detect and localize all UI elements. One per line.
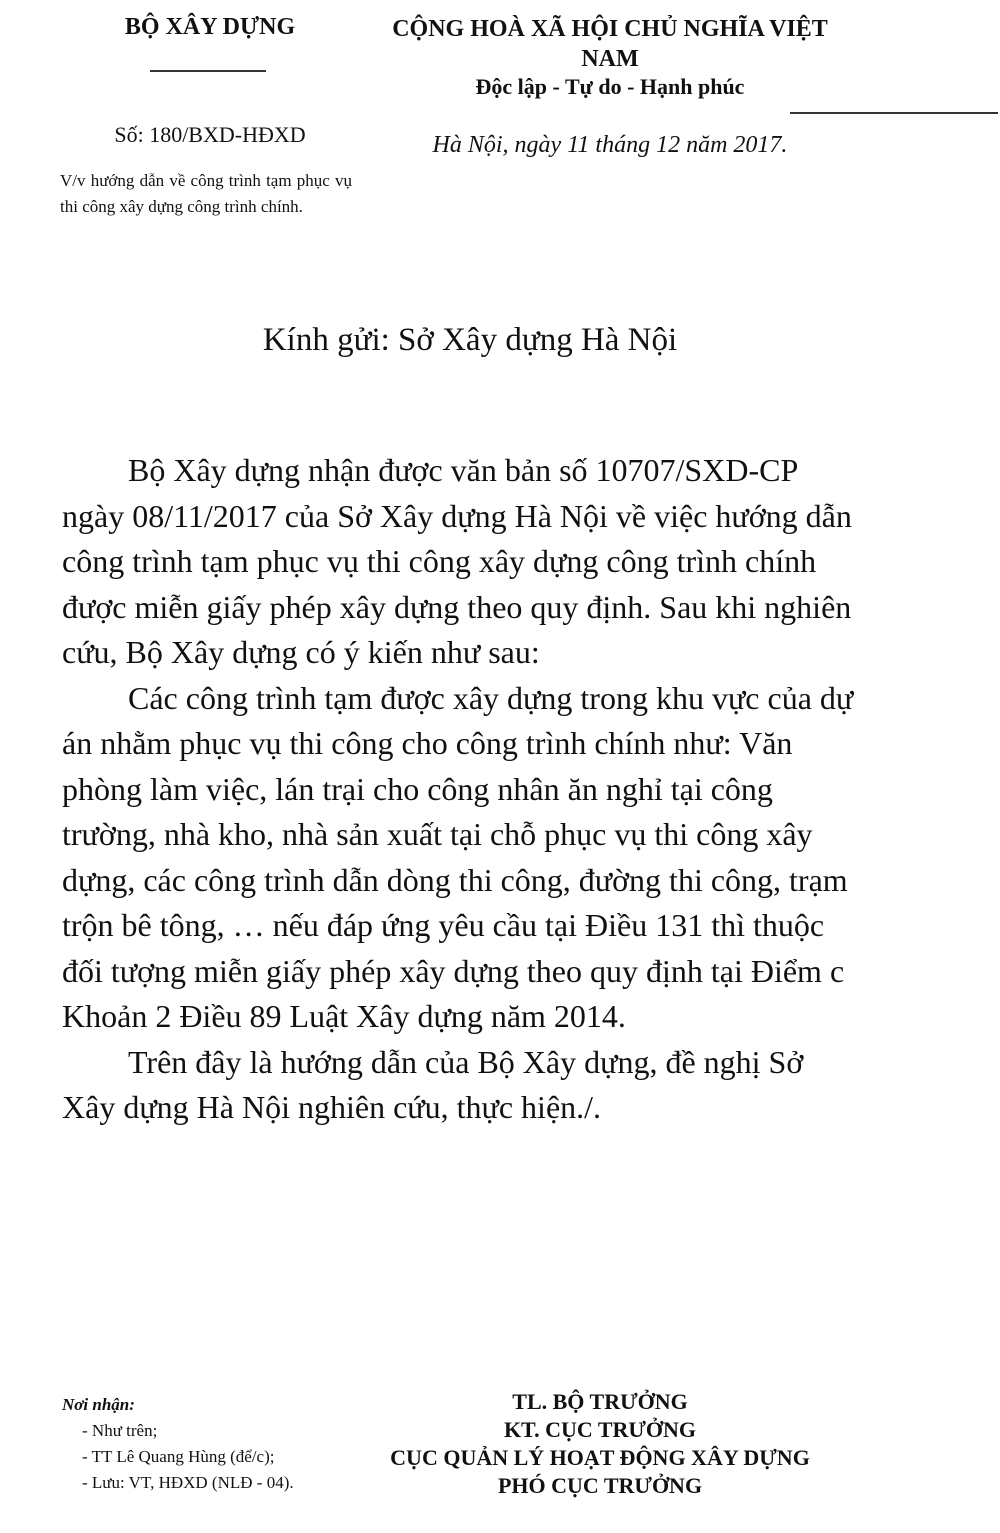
signature-line-3: CỤC QUẢN LÝ HOẠT ĐỘNG XÂY DỰNG <box>390 1445 810 1470</box>
recipient-item: - Như trên; <box>82 1421 158 1440</box>
body-paragraph-3: Trên đây là hướng dẫn của Bộ Xây dựng, đề nghị Sở Xây dựng Hà Nội nghiên cứu, thực hiện./. <box>62 1043 804 1125</box>
addressee: Kính gửi: Sở Xây dựng Hà Nội <box>262 322 678 358</box>
issuing-agency: BỘ XÂY DỰNG <box>124 14 296 40</box>
motto-underline <box>790 112 998 114</box>
recipient-item: - Lưu: VT, HĐXD (NLĐ - 04). <box>82 1473 294 1492</box>
signature-line-1: TL. BỘ TRƯỞNG <box>512 1389 688 1414</box>
national-title-line1: CỘNG HOÀ XÃ HỘI CHỦ NGHĨA VIỆT <box>392 16 828 42</box>
recipient-item: - TT Lê Quang Hùng (để/c); <box>82 1447 275 1466</box>
national-motto: Độc lập - Tự do - Hạnh phúc <box>475 74 745 99</box>
recipients-title: Nơi nhận: <box>62 1395 135 1414</box>
national-title-line2: NAM <box>581 46 639 72</box>
national-title <box>360 14 860 74</box>
letter-body <box>62 448 862 1131</box>
body-paragraph-1: Bộ Xây dựng nhận được văn bản số 10707/SXD-CP ngày 08/11/2017 của Sở Xây dựng Hà Nội về việc hướng dẫn công trình tạm phục vụ thi công xây dựng công trình chính được miễn giấy phép xây dựng theo quy định. Sau khi nghiên cứu, Bộ Xây dựng có ý kiến như sau: <box>62 452 852 670</box>
body-paragraph-2: Các công trình tạm được xây dựng trong khu vực của dự án nhằm phục vụ thi công cho công trình chính như: Văn phòng làm việc, lán trại cho công nhân ăn nghỉ tại công trường, nhà kho, nhà sản xuất tại chỗ phục vụ thi công xây dựng, các công trình dẫn dòng thi công, đường thi công, trạm trộn bê tông, … nếu đáp ứng yêu cầu tại Điều 131 thì thuộc đối tượng miễn giấy phép xây dựng theo quy định tại Điểm c Khoản 2 Điều 89 Luật Xây dựng năm 2014. <box>62 679 854 1034</box>
document-subject: V/v hướng dẫn về công trình tạm phục vụ thi công xây dựng công trình chính. <box>60 171 352 216</box>
signature-line-2: KT. CỤC TRƯỞNG <box>503 1417 697 1442</box>
document-number: Số: 180/BXD-HĐXD <box>114 122 306 147</box>
signature-block <box>330 1388 870 1500</box>
signature-line-4: PHÓ CỤC TRƯỞNG <box>497 1473 703 1498</box>
place-and-date: Hà Nội, ngày 11 tháng 12 năm 2017. <box>432 132 788 158</box>
agency-underline <box>150 70 266 72</box>
